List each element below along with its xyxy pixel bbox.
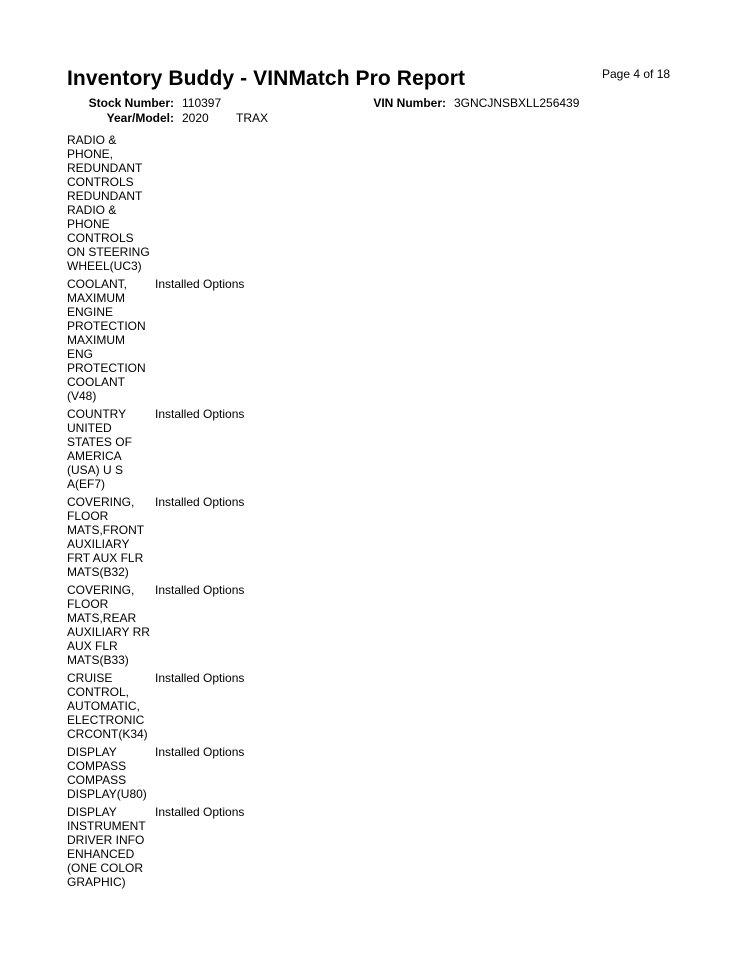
report-title: Inventory Buddy - VINMatch Pro Report bbox=[67, 67, 466, 90]
vin-label: VIN Number: bbox=[373, 96, 446, 110]
option-row bbox=[67, 671, 327, 741]
option-row bbox=[67, 805, 327, 889]
page-number: Page 4 of 18 bbox=[602, 67, 671, 81]
option-category: Installed Options bbox=[155, 277, 245, 291]
option-description: DISPLAY INSTRUMENT DRIVER INFO ENHANCED (ONE COLOR GRAPHIC) bbox=[67, 805, 146, 889]
year-model-label: Year/Model: bbox=[106, 111, 174, 125]
option-category: Installed Options bbox=[155, 583, 245, 597]
option-description: COOLANT, MAXIMUM ENGINE PROTECTION MAXIMUM ENG PROTECTION COOLANT (V48) bbox=[67, 277, 146, 403]
option-description: CRUISE CONTROL, AUTOMATIC, ELECTRONIC CRCONT(K34) bbox=[67, 671, 148, 741]
option-row bbox=[67, 133, 327, 273]
option-row bbox=[67, 745, 327, 801]
option-category: Installed Options bbox=[155, 495, 245, 509]
option-row bbox=[67, 583, 327, 667]
options-list bbox=[67, 133, 327, 893]
model-value: TRAX bbox=[236, 111, 269, 125]
option-description: COUNTRY UNITED STATES OF AMERICA (USA) U S A(EF7) bbox=[67, 407, 132, 491]
option-category: Installed Options bbox=[155, 805, 245, 819]
option-description: COVERING, FLOOR MATS,FRONT AUXILIARY FRT AUX FLR MATS(B32) bbox=[67, 495, 145, 579]
option-category: Installed Options bbox=[155, 407, 245, 421]
option-row bbox=[67, 277, 327, 403]
year-value: 2020 bbox=[182, 111, 209, 125]
option-description: DISPLAY COMPASS COMPASS DISPLAY(U80) bbox=[67, 745, 147, 801]
option-description: COVERING, FLOOR MATS,REAR AUXILIARY RR AUX FLR MATS(B33) bbox=[67, 583, 150, 667]
stock-number-value: 110397 bbox=[182, 96, 222, 110]
option-category: Installed Options bbox=[155, 745, 245, 759]
option-category: Installed Options bbox=[155, 671, 245, 685]
option-description: RADIO & PHONE, REDUNDANT CONTROLS REDUNDANT RADIO & PHONE CONTROLS ON STEERING WHEEL(UC3) bbox=[67, 133, 150, 273]
option-row bbox=[67, 495, 327, 579]
stock-number-label: Stock Number: bbox=[88, 96, 174, 110]
option-row bbox=[67, 407, 327, 491]
vin-value: 3GNCJNSBXLL256439 bbox=[454, 96, 580, 110]
